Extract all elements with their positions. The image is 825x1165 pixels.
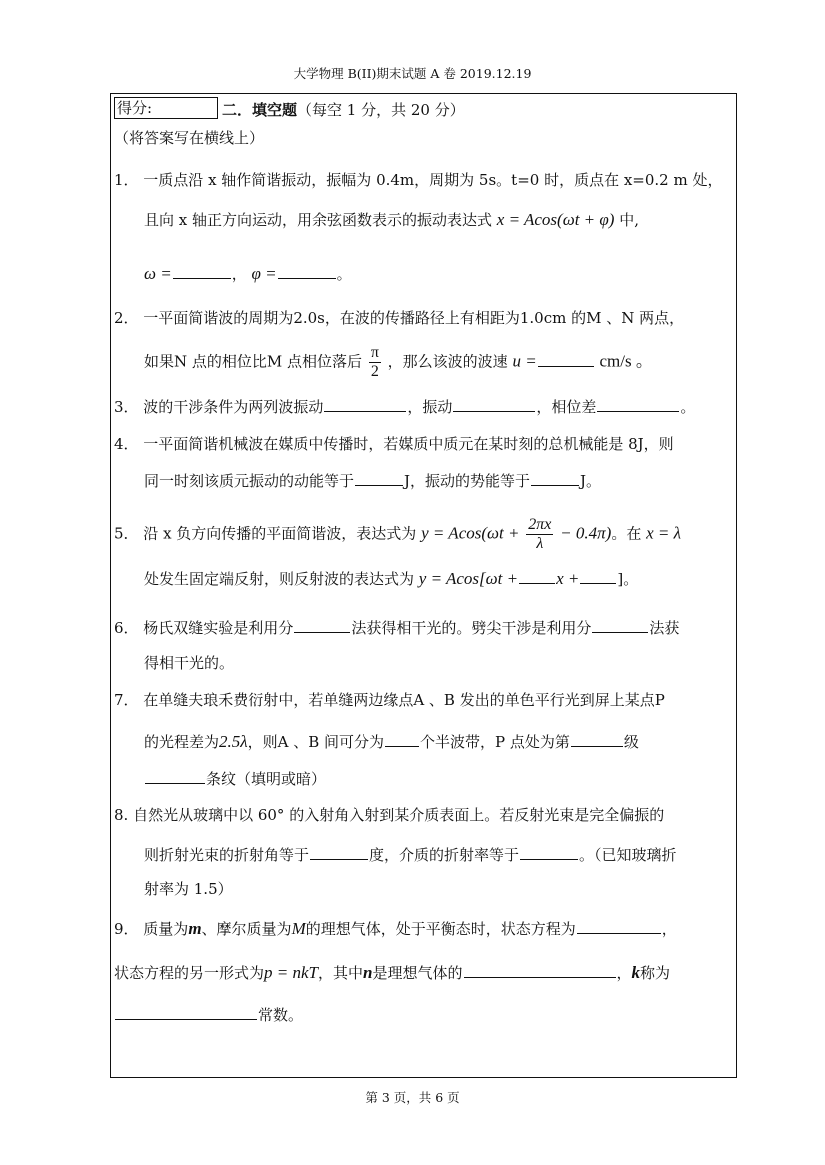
q3-text-a: 3． 波的干涉条件为两列波振动 (114, 398, 324, 416)
q7-line-a: 7． 在单缝夫琅禾费衍射中，若单缝两边缘点A 、B 发出的单色平行光到屏上某点P (114, 691, 665, 709)
q6-text-a1: 6． 杨氏双缝实验是利用分 (114, 619, 294, 637)
q6-line-b: 得相干光的。 (144, 654, 235, 672)
q8-line-a: 8. 自然光从玻璃中以 60° 的入射角入射到某介质表面上。若反射光束是完全偏振的 (114, 806, 665, 824)
q8-text-b1: 则折射光束的折射角等于 (144, 846, 310, 864)
q4-text-c: J，振动的势能等于 (404, 472, 531, 490)
q4-blank-potential[interactable] (531, 470, 579, 486)
q6-line-a (114, 617, 679, 638)
q9-blank-equation[interactable] (577, 918, 661, 934)
q9-text-a1: 9． 质量为 (114, 920, 189, 938)
q1-line-c: ω = ， φ = 。 (144, 264, 352, 283)
q9-blank-k[interactable] (115, 1004, 257, 1020)
q8-text-b2: 度，介质的折射率等于 (369, 846, 520, 864)
q4-text-b: 同一时刻该质元振动的动能等于 (144, 472, 355, 490)
q9-text-a2: 、摩尔质量为 (201, 920, 292, 938)
q1-line-b (144, 210, 639, 230)
q5-reflect-end: ]。 (617, 570, 639, 588)
q3-blank-3[interactable] (597, 396, 679, 412)
q7-text-b2: ，则A 、B 间可分为 (247, 733, 385, 751)
q5-frac-den: λ (536, 535, 544, 552)
q2-frac-num: π (370, 344, 379, 361)
q7-line-b (144, 731, 639, 752)
q7-path-diff: 2.5λ (219, 732, 248, 751)
q9-formula: p = nkT (264, 963, 318, 982)
q5-blank-2[interactable] (580, 568, 616, 584)
q7-line-c (144, 768, 326, 789)
q9-text-c: 常数。 (258, 1006, 304, 1024)
q5-formula-post: − 0.4π) (560, 523, 612, 543)
q1-end: 。 (336, 265, 352, 283)
q1-blank-phi[interactable] (278, 263, 336, 279)
q5-fraction (526, 516, 553, 553)
q2-text-2: ，那么该波的波速 (387, 352, 508, 371)
q1-line-a: 1． 一质点沿 x 轴作简谐振动，振幅为 0.4m，周期为 5s。t=0 时，质点在 x=0.2 m 处， (114, 171, 723, 189)
q5-reflect-formula: y = Acos[ωt + (418, 569, 519, 588)
q9-m: m (188, 919, 202, 938)
q1-omega: ω = (144, 264, 172, 283)
q7-blank-fringe[interactable] (145, 768, 205, 784)
q1-text: 且向 x 轴正方向运动，用余弦函数表示的振动表达式 (144, 211, 492, 229)
q4-text-d: J。 (580, 472, 602, 490)
q9-n: n (363, 963, 373, 982)
q9-text-b5: 称为 (640, 964, 671, 982)
q7-text-b1: 的光程差为 (144, 733, 220, 751)
section-note: （每空 1 分，共 20 分） (297, 101, 465, 119)
q9-text-b1: 状态方程的另一形式为 (114, 964, 265, 982)
q9-line-b (114, 962, 670, 983)
q9-blank-n[interactable] (464, 962, 616, 978)
q6-blank-1[interactable] (294, 617, 350, 633)
score-box: 得分: (114, 97, 218, 119)
q3-text-b: ，振动 (407, 398, 453, 416)
q2-line-a: 2． 一平面简谐波的周期为2.0s，在波的传播路径上有相距为1.0cm 的M 、N 两点， (114, 309, 685, 327)
q7-blank-order[interactable] (571, 731, 623, 747)
q1-text-end: 中, (619, 211, 640, 229)
section-title: 二．填空题 (222, 101, 298, 119)
q9-text-b3: 是理想气体的 (372, 964, 463, 982)
q4-blank-kinetic[interactable] (355, 470, 403, 486)
q5-text-b: 处发生固定端反射，则反射波的表达式为 (144, 570, 415, 588)
q8-line-c: 射率为 1.5） (144, 880, 233, 898)
q4-line-b (144, 470, 601, 491)
q3-blank-2[interactable] (453, 396, 535, 412)
q6-text-a3: 法获 (649, 619, 680, 637)
q5-line-b (144, 568, 638, 589)
q1-formula: x = Acos(ωt + φ) (496, 210, 615, 229)
q8-blank-index[interactable] (520, 844, 578, 860)
q5-formula-pre: y = Acos(ωt + (421, 523, 520, 543)
q9-text-a3: 的理想气体，处于平衡态时，状态方程为 (305, 920, 576, 938)
q5-condition: x = λ (646, 523, 681, 543)
q8-line-b (144, 844, 677, 865)
q6-blank-2[interactable] (592, 617, 648, 633)
page-header: 大学物理 B(II)期末试题 A 卷 2019.12.19 (293, 66, 532, 81)
q4-line-a: 4． 一平面简谐机械波在媒质中传播时，若媒质中质元在某时刻的总机械能是 8J，则 (114, 435, 674, 453)
q9-line-c (114, 1004, 303, 1025)
q9-M: M (291, 919, 306, 938)
section-heading (222, 99, 465, 120)
q3-blank-1[interactable] (324, 396, 406, 412)
q5-blank-1[interactable] (519, 568, 555, 584)
q1-blank-omega[interactable] (173, 263, 231, 279)
q5-reflect-mid: x + (556, 569, 580, 588)
q3-text-d: 。 (680, 398, 696, 416)
q2-text-1: 如果N 点的相位比M 点相位落后 (144, 352, 363, 371)
q5-frac-num: 2πx (528, 516, 552, 533)
q3-text-c: ，相位差 (536, 398, 597, 416)
q5-line-a (114, 516, 681, 553)
q2-unit: cm/s 。 (599, 351, 653, 371)
q9-text-a4: ， (661, 920, 677, 938)
q7-text-b4: 级 (623, 733, 639, 751)
q2-line-b (144, 344, 653, 381)
q6-text-a2: 法获得相干光的。劈尖干涉是利用分 (351, 619, 592, 637)
q2-fraction (369, 344, 381, 381)
q9-k: k (631, 963, 641, 982)
q9-text-b2: ，其中 (318, 964, 364, 982)
q7-text-b3: 个半波带，P 点处为第 (420, 733, 570, 751)
q9-line-a (114, 918, 677, 939)
q8-text-b3: 。（已知玻璃折 (579, 846, 677, 864)
q9-text-b4: ， (616, 964, 632, 982)
q2-blank-speed[interactable] (538, 351, 594, 367)
q7-blank-zones[interactable] (385, 731, 419, 747)
instruction: （将答案写在横线上） (114, 129, 265, 147)
q8-blank-angle[interactable] (310, 844, 368, 860)
q5-text-a2: 。在 (611, 524, 642, 543)
q3-line (114, 396, 695, 417)
q5-text-a: 5． 沿 x 负方向传播的平面简谐波，表达式为 (114, 524, 417, 543)
page-footer: 第 3 页，共 6 页 (365, 1090, 460, 1105)
q7-text-c: 条纹（填明或暗） (206, 770, 327, 788)
q2-frac-den: 2 (370, 363, 379, 380)
q1-phi: φ = (251, 264, 277, 283)
q2-u: u = (512, 351, 537, 371)
